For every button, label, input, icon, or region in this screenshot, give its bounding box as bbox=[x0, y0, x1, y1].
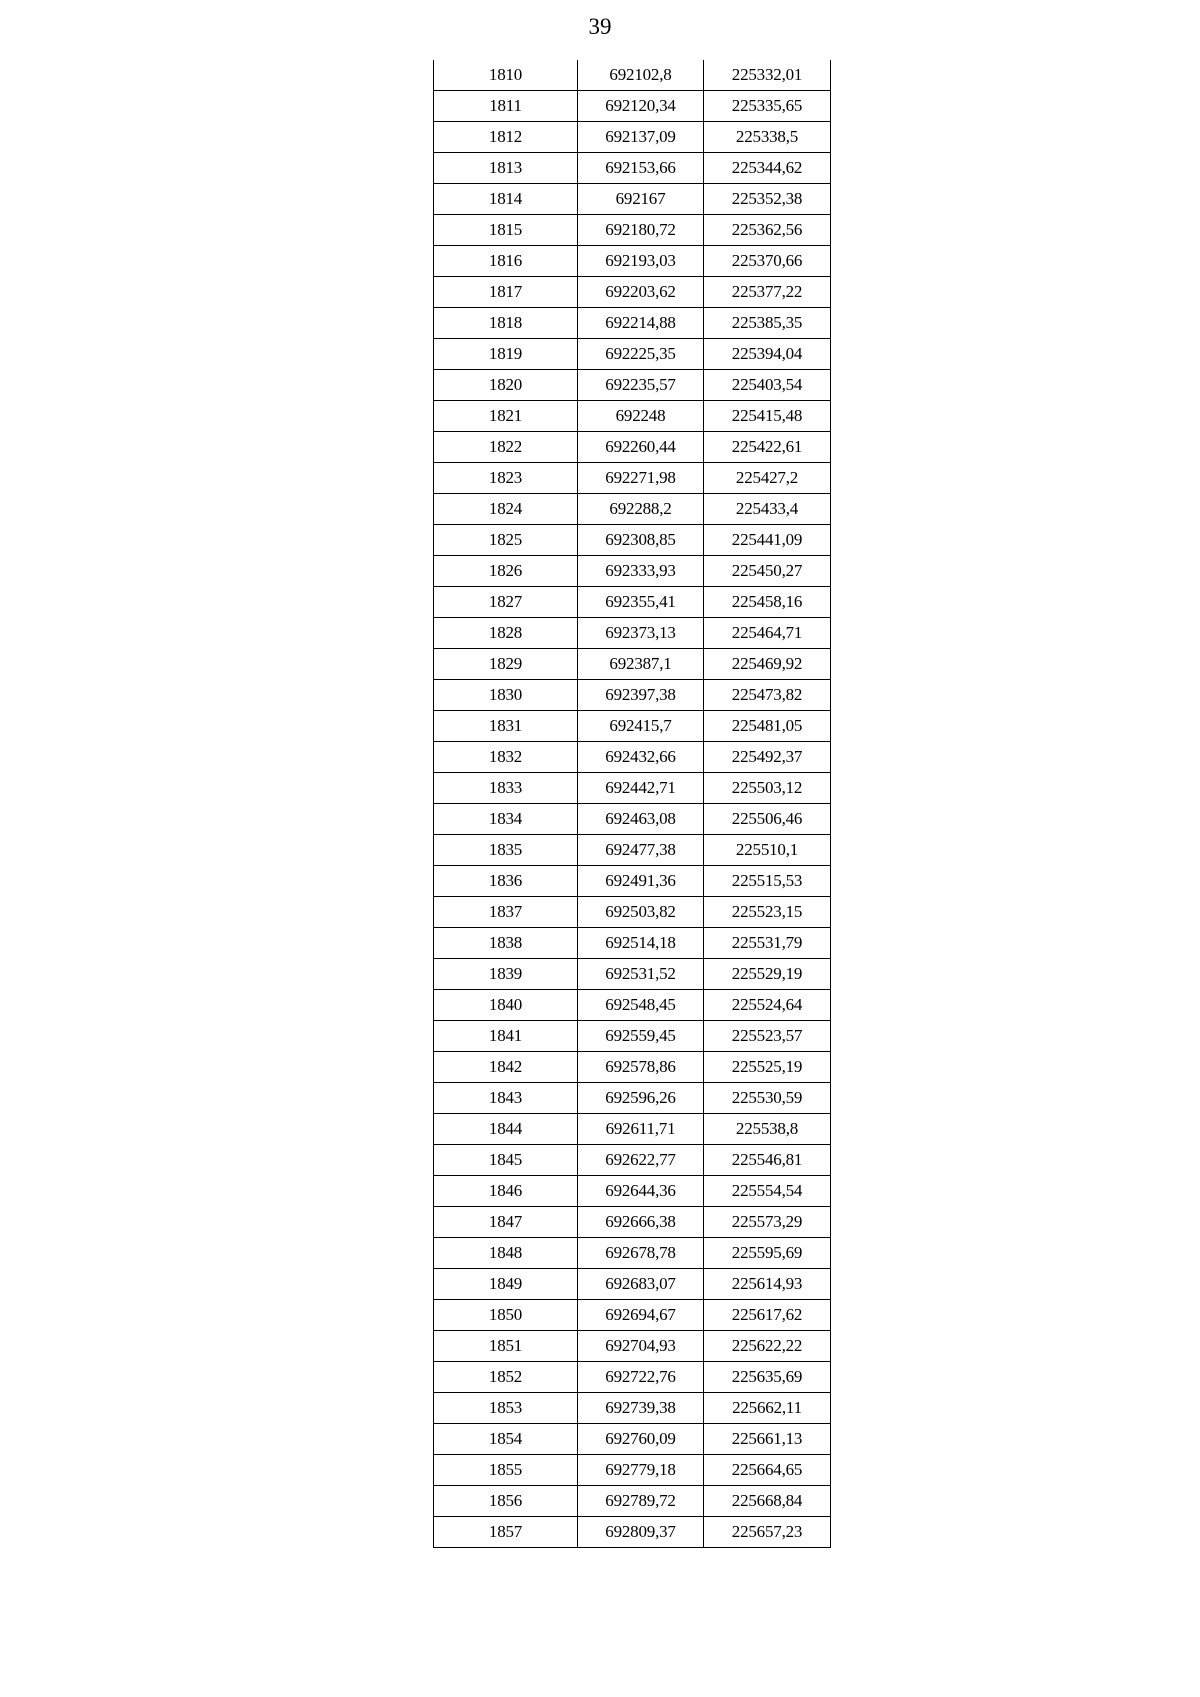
y-coordinate-cell: 225338,5 bbox=[704, 122, 831, 153]
point-number-cell: 1841 bbox=[434, 1021, 578, 1052]
point-number-cell: 1844 bbox=[434, 1114, 578, 1145]
x-coordinate-cell: 692102,8 bbox=[578, 60, 704, 91]
point-number-cell: 1839 bbox=[434, 959, 578, 990]
y-coordinate-cell: 225662,11 bbox=[704, 1393, 831, 1424]
point-number-cell: 1830 bbox=[434, 680, 578, 711]
x-coordinate-cell: 692559,45 bbox=[578, 1021, 704, 1052]
table-row bbox=[434, 432, 831, 463]
y-coordinate-cell: 225635,69 bbox=[704, 1362, 831, 1393]
table-row bbox=[434, 1145, 831, 1176]
x-coordinate-cell: 692779,18 bbox=[578, 1455, 704, 1486]
point-number-cell: 1840 bbox=[434, 990, 578, 1021]
y-coordinate-cell: 225523,57 bbox=[704, 1021, 831, 1052]
x-coordinate-cell: 692203,62 bbox=[578, 277, 704, 308]
table-row bbox=[434, 339, 831, 370]
x-coordinate-cell: 692760,09 bbox=[578, 1424, 704, 1455]
y-coordinate-cell: 225664,65 bbox=[704, 1455, 831, 1486]
x-coordinate-cell: 692120,34 bbox=[578, 91, 704, 122]
point-number-cell: 1822 bbox=[434, 432, 578, 463]
x-coordinate-cell: 692235,57 bbox=[578, 370, 704, 401]
table-row bbox=[434, 556, 831, 587]
table-row bbox=[434, 215, 831, 246]
table-row bbox=[434, 1517, 831, 1548]
table-row bbox=[434, 308, 831, 339]
x-coordinate-cell: 692739,38 bbox=[578, 1393, 704, 1424]
point-number-cell: 1812 bbox=[434, 122, 578, 153]
x-coordinate-cell: 692644,36 bbox=[578, 1176, 704, 1207]
y-coordinate-cell: 225352,38 bbox=[704, 184, 831, 215]
table-row bbox=[434, 1269, 831, 1300]
table-row bbox=[434, 680, 831, 711]
y-coordinate-cell: 225661,13 bbox=[704, 1424, 831, 1455]
x-coordinate-cell: 692548,45 bbox=[578, 990, 704, 1021]
table-row bbox=[434, 153, 831, 184]
x-coordinate-cell: 692678,78 bbox=[578, 1238, 704, 1269]
point-number-cell: 1826 bbox=[434, 556, 578, 587]
y-coordinate-cell: 225525,19 bbox=[704, 1052, 831, 1083]
point-number-cell: 1836 bbox=[434, 866, 578, 897]
point-number-cell: 1846 bbox=[434, 1176, 578, 1207]
point-number-cell: 1852 bbox=[434, 1362, 578, 1393]
table-row bbox=[434, 463, 831, 494]
x-coordinate-cell: 692333,93 bbox=[578, 556, 704, 587]
point-number-cell: 1824 bbox=[434, 494, 578, 525]
table-row bbox=[434, 1083, 831, 1114]
y-coordinate-cell: 225403,54 bbox=[704, 370, 831, 401]
table-row bbox=[434, 1114, 831, 1145]
table-row bbox=[434, 91, 831, 122]
point-number-cell: 1825 bbox=[434, 525, 578, 556]
y-coordinate-cell: 225524,64 bbox=[704, 990, 831, 1021]
point-number-cell: 1817 bbox=[434, 277, 578, 308]
point-number-cell: 1819 bbox=[434, 339, 578, 370]
x-coordinate-cell: 692694,67 bbox=[578, 1300, 704, 1331]
point-number-cell: 1832 bbox=[434, 742, 578, 773]
table-row bbox=[434, 742, 831, 773]
point-number-cell: 1834 bbox=[434, 804, 578, 835]
point-number-cell: 1818 bbox=[434, 308, 578, 339]
x-coordinate-cell: 692180,72 bbox=[578, 215, 704, 246]
table-row bbox=[434, 1455, 831, 1486]
point-number-cell: 1851 bbox=[434, 1331, 578, 1362]
point-number-cell: 1823 bbox=[434, 463, 578, 494]
table-row bbox=[434, 587, 831, 618]
coordinates-table bbox=[433, 60, 831, 1548]
y-coordinate-cell: 225385,35 bbox=[704, 308, 831, 339]
table-row bbox=[434, 401, 831, 432]
point-number-cell: 1849 bbox=[434, 1269, 578, 1300]
y-coordinate-cell: 225458,16 bbox=[704, 587, 831, 618]
x-coordinate-cell: 692531,52 bbox=[578, 959, 704, 990]
x-coordinate-cell: 692491,36 bbox=[578, 866, 704, 897]
y-coordinate-cell: 225622,22 bbox=[704, 1331, 831, 1362]
y-coordinate-cell: 225344,62 bbox=[704, 153, 831, 184]
x-coordinate-cell: 692622,77 bbox=[578, 1145, 704, 1176]
x-coordinate-cell: 692308,85 bbox=[578, 525, 704, 556]
y-coordinate-cell: 225473,82 bbox=[704, 680, 831, 711]
table-row bbox=[434, 866, 831, 897]
point-number-cell: 1853 bbox=[434, 1393, 578, 1424]
table-row bbox=[434, 277, 831, 308]
point-number-cell: 1813 bbox=[434, 153, 578, 184]
y-coordinate-cell: 225657,23 bbox=[704, 1517, 831, 1548]
point-number-cell: 1843 bbox=[434, 1083, 578, 1114]
point-number-cell: 1827 bbox=[434, 587, 578, 618]
table-row bbox=[434, 897, 831, 928]
y-coordinate-cell: 225523,15 bbox=[704, 897, 831, 928]
point-number-cell: 1810 bbox=[434, 60, 578, 91]
page-number: 39 bbox=[588, 14, 612, 39]
y-coordinate-cell: 225422,61 bbox=[704, 432, 831, 463]
x-coordinate-cell: 692463,08 bbox=[578, 804, 704, 835]
table-row bbox=[434, 990, 831, 1021]
table-row bbox=[434, 804, 831, 835]
x-coordinate-cell: 692415,7 bbox=[578, 711, 704, 742]
y-coordinate-cell: 225617,62 bbox=[704, 1300, 831, 1331]
y-coordinate-cell: 225332,01 bbox=[704, 60, 831, 91]
y-coordinate-cell: 225464,71 bbox=[704, 618, 831, 649]
x-coordinate-cell: 692288,2 bbox=[578, 494, 704, 525]
table-row bbox=[434, 494, 831, 525]
table-row bbox=[434, 1207, 831, 1238]
point-number-cell: 1854 bbox=[434, 1424, 578, 1455]
y-coordinate-cell: 225530,59 bbox=[704, 1083, 831, 1114]
y-coordinate-cell: 225595,69 bbox=[704, 1238, 831, 1269]
point-number-cell: 1820 bbox=[434, 370, 578, 401]
point-number-cell: 1855 bbox=[434, 1455, 578, 1486]
table-row bbox=[434, 184, 831, 215]
x-coordinate-cell: 692432,66 bbox=[578, 742, 704, 773]
table-row bbox=[434, 835, 831, 866]
coordinates-table-body bbox=[434, 60, 831, 1548]
y-coordinate-cell: 225415,48 bbox=[704, 401, 831, 432]
y-coordinate-cell: 225531,79 bbox=[704, 928, 831, 959]
y-coordinate-cell: 225377,22 bbox=[704, 277, 831, 308]
x-coordinate-cell: 692578,86 bbox=[578, 1052, 704, 1083]
y-coordinate-cell: 225515,53 bbox=[704, 866, 831, 897]
table-row bbox=[434, 649, 831, 680]
x-coordinate-cell: 692704,93 bbox=[578, 1331, 704, 1362]
table-row bbox=[434, 1393, 831, 1424]
table-row bbox=[434, 246, 831, 277]
point-number-cell: 1845 bbox=[434, 1145, 578, 1176]
table-row bbox=[434, 711, 831, 742]
table-row bbox=[434, 1021, 831, 1052]
point-number-cell: 1829 bbox=[434, 649, 578, 680]
x-coordinate-cell: 692477,38 bbox=[578, 835, 704, 866]
x-coordinate-cell: 692248 bbox=[578, 401, 704, 432]
point-number-cell: 1828 bbox=[434, 618, 578, 649]
x-coordinate-cell: 692789,72 bbox=[578, 1486, 704, 1517]
table-row bbox=[434, 1176, 831, 1207]
x-coordinate-cell: 692225,35 bbox=[578, 339, 704, 370]
x-coordinate-cell: 692442,71 bbox=[578, 773, 704, 804]
point-number-cell: 1847 bbox=[434, 1207, 578, 1238]
table-row bbox=[434, 370, 831, 401]
y-coordinate-cell: 225335,65 bbox=[704, 91, 831, 122]
x-coordinate-cell: 692683,07 bbox=[578, 1269, 704, 1300]
point-number-cell: 1842 bbox=[434, 1052, 578, 1083]
x-coordinate-cell: 692722,76 bbox=[578, 1362, 704, 1393]
y-coordinate-cell: 225538,8 bbox=[704, 1114, 831, 1145]
y-coordinate-cell: 225510,1 bbox=[704, 835, 831, 866]
y-coordinate-cell: 225394,04 bbox=[704, 339, 831, 370]
x-coordinate-cell: 692260,44 bbox=[578, 432, 704, 463]
x-coordinate-cell: 692214,88 bbox=[578, 308, 704, 339]
point-number-cell: 1857 bbox=[434, 1517, 578, 1548]
table-row bbox=[434, 773, 831, 804]
point-number-cell: 1815 bbox=[434, 215, 578, 246]
y-coordinate-cell: 225481,05 bbox=[704, 711, 831, 742]
table-row bbox=[434, 928, 831, 959]
x-coordinate-cell: 692137,09 bbox=[578, 122, 704, 153]
y-coordinate-cell: 225529,19 bbox=[704, 959, 831, 990]
x-coordinate-cell: 692611,71 bbox=[578, 1114, 704, 1145]
y-coordinate-cell: 225492,37 bbox=[704, 742, 831, 773]
table-row bbox=[434, 618, 831, 649]
y-coordinate-cell: 225546,81 bbox=[704, 1145, 831, 1176]
point-number-cell: 1850 bbox=[434, 1300, 578, 1331]
table-row bbox=[434, 60, 831, 91]
table-row bbox=[434, 1424, 831, 1455]
x-coordinate-cell: 692596,26 bbox=[578, 1083, 704, 1114]
table-row bbox=[434, 122, 831, 153]
y-coordinate-cell: 225503,12 bbox=[704, 773, 831, 804]
table-row bbox=[434, 1238, 831, 1269]
x-coordinate-cell: 692809,37 bbox=[578, 1517, 704, 1548]
table-row bbox=[434, 525, 831, 556]
point-number-cell: 1831 bbox=[434, 711, 578, 742]
y-coordinate-cell: 225427,2 bbox=[704, 463, 831, 494]
y-coordinate-cell: 225668,84 bbox=[704, 1486, 831, 1517]
point-number-cell: 1838 bbox=[434, 928, 578, 959]
y-coordinate-cell: 225450,27 bbox=[704, 556, 831, 587]
y-coordinate-cell: 225554,54 bbox=[704, 1176, 831, 1207]
x-coordinate-cell: 692355,41 bbox=[578, 587, 704, 618]
x-coordinate-cell: 692271,98 bbox=[578, 463, 704, 494]
x-coordinate-cell: 692514,18 bbox=[578, 928, 704, 959]
point-number-cell: 1835 bbox=[434, 835, 578, 866]
y-coordinate-cell: 225506,46 bbox=[704, 804, 831, 835]
x-coordinate-cell: 692503,82 bbox=[578, 897, 704, 928]
y-coordinate-cell: 225441,09 bbox=[704, 525, 831, 556]
point-number-cell: 1856 bbox=[434, 1486, 578, 1517]
table-row bbox=[434, 1331, 831, 1362]
point-number-cell: 1811 bbox=[434, 91, 578, 122]
x-coordinate-cell: 692666,38 bbox=[578, 1207, 704, 1238]
y-coordinate-cell: 225573,29 bbox=[704, 1207, 831, 1238]
x-coordinate-cell: 692193,03 bbox=[578, 246, 704, 277]
y-coordinate-cell: 225469,92 bbox=[704, 649, 831, 680]
x-coordinate-cell: 692167 bbox=[578, 184, 704, 215]
point-number-cell: 1833 bbox=[434, 773, 578, 804]
y-coordinate-cell: 225433,4 bbox=[704, 494, 831, 525]
x-coordinate-cell: 692397,38 bbox=[578, 680, 704, 711]
point-number-cell: 1816 bbox=[434, 246, 578, 277]
y-coordinate-cell: 225362,56 bbox=[704, 215, 831, 246]
table-row bbox=[434, 1362, 831, 1393]
table-row bbox=[434, 1052, 831, 1083]
y-coordinate-cell: 225614,93 bbox=[704, 1269, 831, 1300]
y-coordinate-cell: 225370,66 bbox=[704, 246, 831, 277]
point-number-cell: 1848 bbox=[434, 1238, 578, 1269]
x-coordinate-cell: 692153,66 bbox=[578, 153, 704, 184]
x-coordinate-cell: 692373,13 bbox=[578, 618, 704, 649]
point-number-cell: 1837 bbox=[434, 897, 578, 928]
table-row bbox=[434, 1300, 831, 1331]
x-coordinate-cell: 692387,1 bbox=[578, 649, 704, 680]
table-row bbox=[434, 959, 831, 990]
point-number-cell: 1814 bbox=[434, 184, 578, 215]
table-row bbox=[434, 1486, 831, 1517]
point-number-cell: 1821 bbox=[434, 401, 578, 432]
